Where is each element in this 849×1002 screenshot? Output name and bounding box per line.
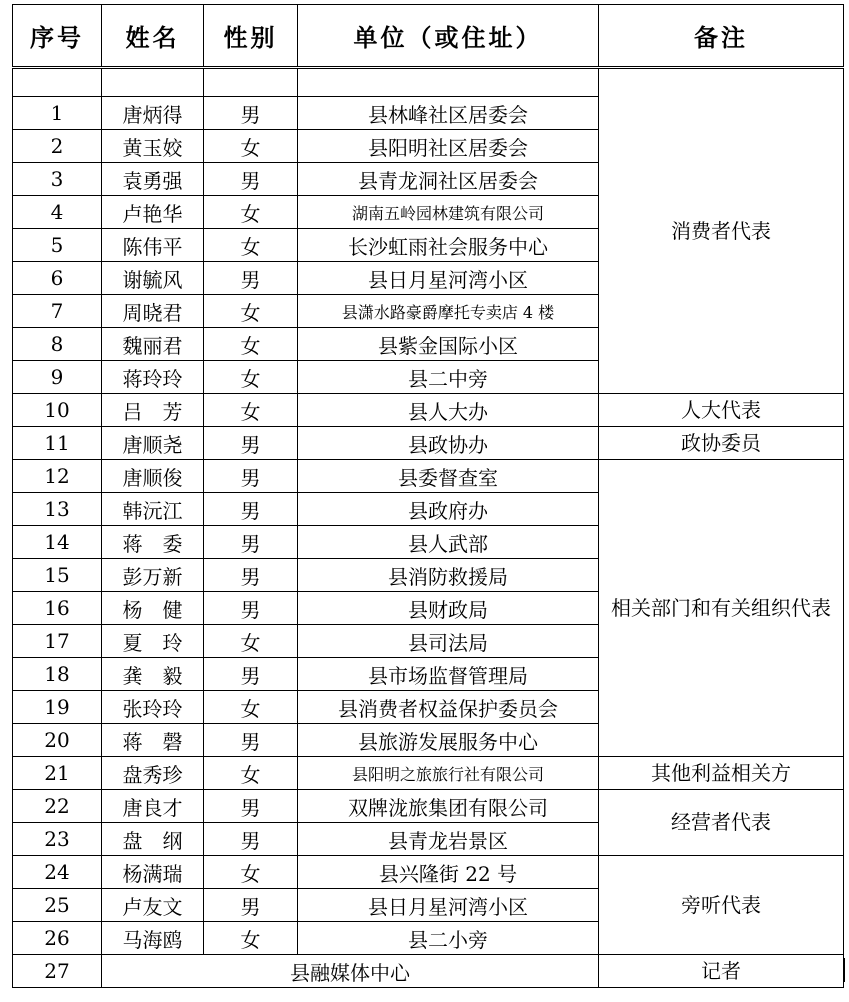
header-seq: 序号: [13, 5, 102, 68]
cell-seq: 22: [13, 790, 102, 823]
cell-unit: 县司法局: [298, 625, 599, 658]
cell-seq: 7: [13, 295, 102, 328]
cell-gender: 女: [204, 856, 298, 889]
cell-unit: 县委督查室: [298, 460, 599, 493]
cell-seq: 25: [13, 889, 102, 922]
cell-unit: 县林峰社区居委会: [298, 97, 599, 130]
cell-unit: 县青龙岩景区: [298, 823, 599, 856]
cell-unit: 县旅游发展服务中心: [298, 724, 599, 757]
cell-name: 夏 玲: [102, 625, 204, 658]
cell-gender: 男: [204, 592, 298, 625]
cell-seq: 23: [13, 823, 102, 856]
cell-unit: 县融媒体中心: [102, 955, 599, 988]
cell-unit: 县阳明之旅旅行社有限公司: [298, 757, 599, 790]
note-departments: 相关部门和有关组织代表: [599, 460, 844, 757]
cell-gender: 男: [204, 526, 298, 559]
cell-unit: 县兴隆街 22 号: [298, 856, 599, 889]
cell-seq: 3: [13, 163, 102, 196]
cell-seq: 17: [13, 625, 102, 658]
cell-unit: 双牌泷旅集团有限公司: [298, 790, 599, 823]
cell-unit: 县政协办: [298, 427, 599, 460]
cell-seq: 21: [13, 757, 102, 790]
cell-name: 唐顺尧: [102, 427, 204, 460]
cell-seq: 19: [13, 691, 102, 724]
cell-gender: 男: [204, 97, 298, 130]
cell-name: 吕 芳: [102, 394, 204, 427]
cell-unit: 县人武部: [298, 526, 599, 559]
header-unit: 单位（或住址）: [298, 5, 599, 68]
note-other: 其他利益相关方: [599, 757, 844, 790]
cell-gender: 男: [204, 427, 298, 460]
cell-seq: 15: [13, 559, 102, 592]
cell-unit: 县消费者权益保护委员会: [298, 691, 599, 724]
cell-seq: 16: [13, 592, 102, 625]
table-row: [13, 460, 844, 493]
cell-name: 马海鸥: [102, 922, 204, 955]
cell-gender: 男: [204, 493, 298, 526]
cell-name: 彭万新: [102, 559, 204, 592]
cell-gender: 男: [204, 889, 298, 922]
cell-name: 周晓君: [102, 295, 204, 328]
cell-seq: 13: [13, 493, 102, 526]
cell-unit: 县阳明社区居委会: [298, 130, 599, 163]
cell-gender: 男: [204, 724, 298, 757]
cell-unit: 县日月星河湾小区: [298, 262, 599, 295]
spacer-row: [13, 68, 844, 97]
table-row: [13, 856, 844, 889]
cell-name: 卢艳华: [102, 196, 204, 229]
note-consumer: 消费者代表: [599, 68, 844, 394]
note-reporter: 记者: [599, 955, 844, 988]
cell-seq: 9: [13, 361, 102, 394]
header-name: 姓名: [102, 5, 204, 68]
header-gender: 性别: [204, 5, 298, 68]
cell-gender: 男: [204, 262, 298, 295]
cell-seq: 18: [13, 658, 102, 691]
cell-unit: 县潇水路豪爵摩托专卖店 4 楼: [298, 295, 599, 328]
cell-gender: 男: [204, 658, 298, 691]
cell-gender: 男: [204, 163, 298, 196]
cell-seq: 6: [13, 262, 102, 295]
cell-unit: 县消防救援局: [298, 559, 599, 592]
spacer-cell: [13, 68, 102, 97]
cell-name: 蒋玲玲: [102, 361, 204, 394]
cell-name: 卢友文: [102, 889, 204, 922]
cell-seq: 24: [13, 856, 102, 889]
cell-unit: 县紫金国际小区: [298, 328, 599, 361]
header-row: [13, 5, 844, 68]
cell-seq: 4: [13, 196, 102, 229]
cell-unit: 县青龙洞社区居委会: [298, 163, 599, 196]
cell-name: 盘秀珍: [102, 757, 204, 790]
cell-gender: 女: [204, 625, 298, 658]
cell-gender: 男: [204, 460, 298, 493]
cell-seq: 27: [13, 955, 102, 988]
cell-name: 谢毓风: [102, 262, 204, 295]
note-auditors: 旁听代表: [599, 856, 844, 955]
cell-gender: 女: [204, 328, 298, 361]
cell-seq: 8: [13, 328, 102, 361]
spacer-cell: [204, 68, 298, 97]
cell-gender: 男: [204, 559, 298, 592]
table-row: [13, 790, 844, 823]
cell-gender: 女: [204, 394, 298, 427]
cell-gender: 女: [204, 691, 298, 724]
spacer-cell: [102, 68, 204, 97]
cell-gender: 女: [204, 922, 298, 955]
cell-gender: 女: [204, 361, 298, 394]
table-row: [13, 427, 844, 460]
cell-gender: 女: [204, 229, 298, 262]
cell-seq: 10: [13, 394, 102, 427]
cell-name: 黄玉姣: [102, 130, 204, 163]
note-operators: 经营者代表: [599, 790, 844, 856]
cell-unit: 县财政局: [298, 592, 599, 625]
cell-seq: 26: [13, 922, 102, 955]
cell-name: 蒋 磬: [102, 724, 204, 757]
cell-seq: 5: [13, 229, 102, 262]
cell-unit: 县日月星河湾小区: [298, 889, 599, 922]
table-row: [13, 394, 844, 427]
cell-name: 杨 健: [102, 592, 204, 625]
cell-unit: 长沙虹雨社会服务中心: [298, 229, 599, 262]
cell-unit: 县政府办: [298, 493, 599, 526]
cell-name: 龚 毅: [102, 658, 204, 691]
cell-gender: 男: [204, 790, 298, 823]
cell-seq: 12: [13, 460, 102, 493]
cell-unit: 县人大办: [298, 394, 599, 427]
cell-gender: 女: [204, 130, 298, 163]
cell-name: 唐炳得: [102, 97, 204, 130]
note-cppcc: 政协委员: [599, 427, 844, 460]
spacer-cell: [298, 68, 599, 97]
cell-unit: 县市场监督管理局: [298, 658, 599, 691]
cell-unit: 县二中旁: [298, 361, 599, 394]
cell-gender: 女: [204, 196, 298, 229]
cell-name: 唐良才: [102, 790, 204, 823]
cell-name: 张玲玲: [102, 691, 204, 724]
roster-table: [12, 4, 844, 988]
cell-seq: 20: [13, 724, 102, 757]
cell-unit: 湖南五岭园林建筑有限公司: [298, 196, 599, 229]
cell-gender: 女: [204, 295, 298, 328]
cell-seq: 2: [13, 130, 102, 163]
edge-mark: [843, 958, 845, 982]
table-row: [13, 955, 844, 988]
cell-seq: 1: [13, 97, 102, 130]
note-npc: 人大代表: [599, 394, 844, 427]
cell-name: 陈伟平: [102, 229, 204, 262]
cell-name: 蒋 委: [102, 526, 204, 559]
cell-unit: 县二小旁: [298, 922, 599, 955]
cell-name: 盘 纲: [102, 823, 204, 856]
cell-seq: 14: [13, 526, 102, 559]
header-note: 备注: [599, 5, 844, 68]
cell-name: 杨满瑞: [102, 856, 204, 889]
cell-name: 袁勇强: [102, 163, 204, 196]
table-row: [13, 757, 844, 790]
cell-gender: 女: [204, 757, 298, 790]
cell-name: 魏丽君: [102, 328, 204, 361]
cell-name: 韩沅江: [102, 493, 204, 526]
cell-name: 唐顺俊: [102, 460, 204, 493]
cell-seq: 11: [13, 427, 102, 460]
cell-gender: 男: [204, 823, 298, 856]
